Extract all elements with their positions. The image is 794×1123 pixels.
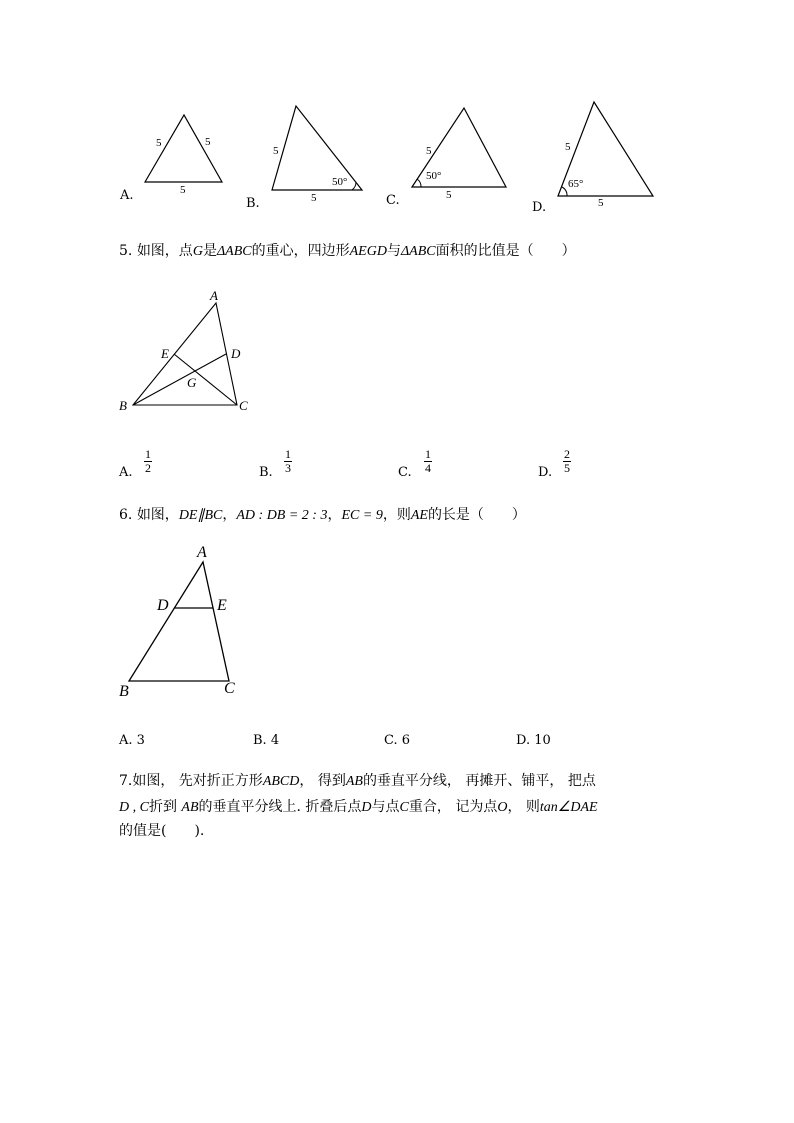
q7-l2-e: 重合， 记为点 xyxy=(408,799,498,815)
q6-option-a-value: 3 xyxy=(136,733,145,748)
q5-quad: AEGD xyxy=(349,244,387,259)
q7-number: 7. xyxy=(119,773,133,789)
q7-l2-b: 的垂直平分线上. 折叠后点 xyxy=(198,799,362,815)
q6-sep-2: ， xyxy=(327,507,342,523)
q6-point-a: A xyxy=(197,544,207,561)
q7-l2-d: D xyxy=(361,800,372,815)
q6-point-c: C xyxy=(224,680,235,697)
q5-option-a-den: 2 xyxy=(145,461,151,475)
q7-l2-cc: C xyxy=(399,800,409,815)
q4-option-d-letter: D. xyxy=(532,200,547,215)
q5-point-e: E xyxy=(161,346,169,361)
q7-points-dc: D , C xyxy=(119,800,149,815)
q4-a-side-right: 5 xyxy=(205,136,211,148)
q4-d-side-left: 5 xyxy=(565,141,571,153)
q7-line-1 xyxy=(119,770,596,790)
q5-option-a-num: 1 xyxy=(145,447,151,461)
q5-point-c: C xyxy=(239,398,248,413)
q5-option-d-letter: D. xyxy=(538,465,553,480)
q5-text-1: 如图，点 xyxy=(136,243,193,259)
q5-number: 5. xyxy=(119,243,133,259)
q7-l1-a: 如图， 先对折正方形 xyxy=(132,773,263,789)
q4-option-a-letter: A. xyxy=(120,188,134,203)
q6-option-c-letter: C. xyxy=(384,733,398,748)
q6-option-d xyxy=(516,733,551,748)
q7-l1-ab: AB xyxy=(345,774,363,789)
q5-option-b-num: 1 xyxy=(285,447,291,461)
q6-option-b-value: 4 xyxy=(270,733,280,748)
q4-option-b-letter: B. xyxy=(246,196,260,211)
q7-l2-ab: AB xyxy=(181,800,199,815)
q6-option-b xyxy=(253,733,279,748)
q5-point-a: A xyxy=(210,288,218,303)
q5-option-d-num: 2 xyxy=(564,447,570,461)
q6-point-e: E xyxy=(217,597,227,614)
q7-l2-f: ， 则 xyxy=(507,799,540,815)
q6-triangle xyxy=(129,562,229,681)
q7-l2-a: 折到 xyxy=(148,799,182,815)
q4-d-side-bottom: 5 xyxy=(598,197,604,209)
q7-l2-c: 与点 xyxy=(371,799,400,815)
q6-option-d-letter: D. xyxy=(516,733,531,748)
q5-text-4: 与 xyxy=(386,243,401,259)
q6-option-a-letter: A. xyxy=(119,733,133,748)
q7-tan-dae: tan∠DAE xyxy=(539,800,598,815)
q6-text-3: 的长是（ ） xyxy=(427,507,526,523)
q6-cond-parallel: DE∥BC xyxy=(178,508,223,523)
q5-option-b-letter: B. xyxy=(259,465,273,480)
q4-a-side-left: 5 xyxy=(156,137,162,149)
q4-option-c-letter: C. xyxy=(386,193,400,208)
q4-c-side-left: 5 xyxy=(426,145,432,157)
q5-text-5: 面积的比值是（ ） xyxy=(435,243,576,259)
q6-option-c-value: 6 xyxy=(401,733,411,748)
q7-square: ABCD xyxy=(262,774,300,789)
q4-b-side-left: 5 xyxy=(273,145,279,157)
q6-text-2: ，则 xyxy=(382,507,411,523)
q4-d-angle: 65° xyxy=(568,178,584,190)
q6-point-d: D xyxy=(157,597,169,614)
q5-option-c-num: 1 xyxy=(425,447,431,461)
q5-option-c-den: 4 xyxy=(425,461,431,475)
q6-option-a xyxy=(119,733,145,748)
q6-text-1: 如图， xyxy=(136,507,179,523)
q5-option-b-den: 3 xyxy=(285,461,291,475)
q5-option-c-letter: C. xyxy=(398,465,412,480)
q6-option-d-value: 10 xyxy=(534,733,551,748)
q7-l1-c: 的垂直平分线， 再摊开、铺平， 把点 xyxy=(362,773,596,789)
q4-b-angle: 50° xyxy=(332,176,348,188)
q6-number: 6. xyxy=(119,507,133,523)
q7-point-o: O xyxy=(497,800,508,815)
q6-cond-ec: EC = 9 xyxy=(341,508,383,523)
q6-sep-1: ， xyxy=(222,507,237,523)
q6-point-b: B xyxy=(119,683,129,700)
q5-point-b: B xyxy=(119,398,127,413)
q6-target: AE xyxy=(410,508,428,523)
q7-line-3 xyxy=(119,820,204,840)
q5-option-a-letter: A. xyxy=(119,465,133,480)
q5-var-g: G xyxy=(192,244,203,259)
q4-a-side-bottom: 5 xyxy=(180,184,186,196)
q4-b-side-bottom: 5 xyxy=(311,192,317,204)
q5-option-d-den: 5 xyxy=(564,461,570,475)
q7-l3: 的值是( ). xyxy=(119,823,205,839)
q5-point-d: D xyxy=(231,346,241,361)
q5-point-g: G xyxy=(187,375,197,390)
q6-option-b-letter: B. xyxy=(253,733,267,748)
q5-text-3: 的重心，四边形 xyxy=(251,243,350,259)
q4-c-side-bottom: 5 xyxy=(446,189,452,201)
q5-triangle-1: ΔABC xyxy=(216,244,252,259)
q4-c-angle: 50° xyxy=(426,170,442,182)
q5-text-2: 是 xyxy=(202,243,217,259)
q5-triangle-2: ΔABC xyxy=(400,244,436,259)
q7-line-2 xyxy=(119,796,598,816)
q6-option-c xyxy=(384,733,410,748)
q7-l1-b: ， 得到 xyxy=(299,773,346,789)
q6-cond-ratio: AD : DB = 2 : 3 xyxy=(236,508,328,523)
